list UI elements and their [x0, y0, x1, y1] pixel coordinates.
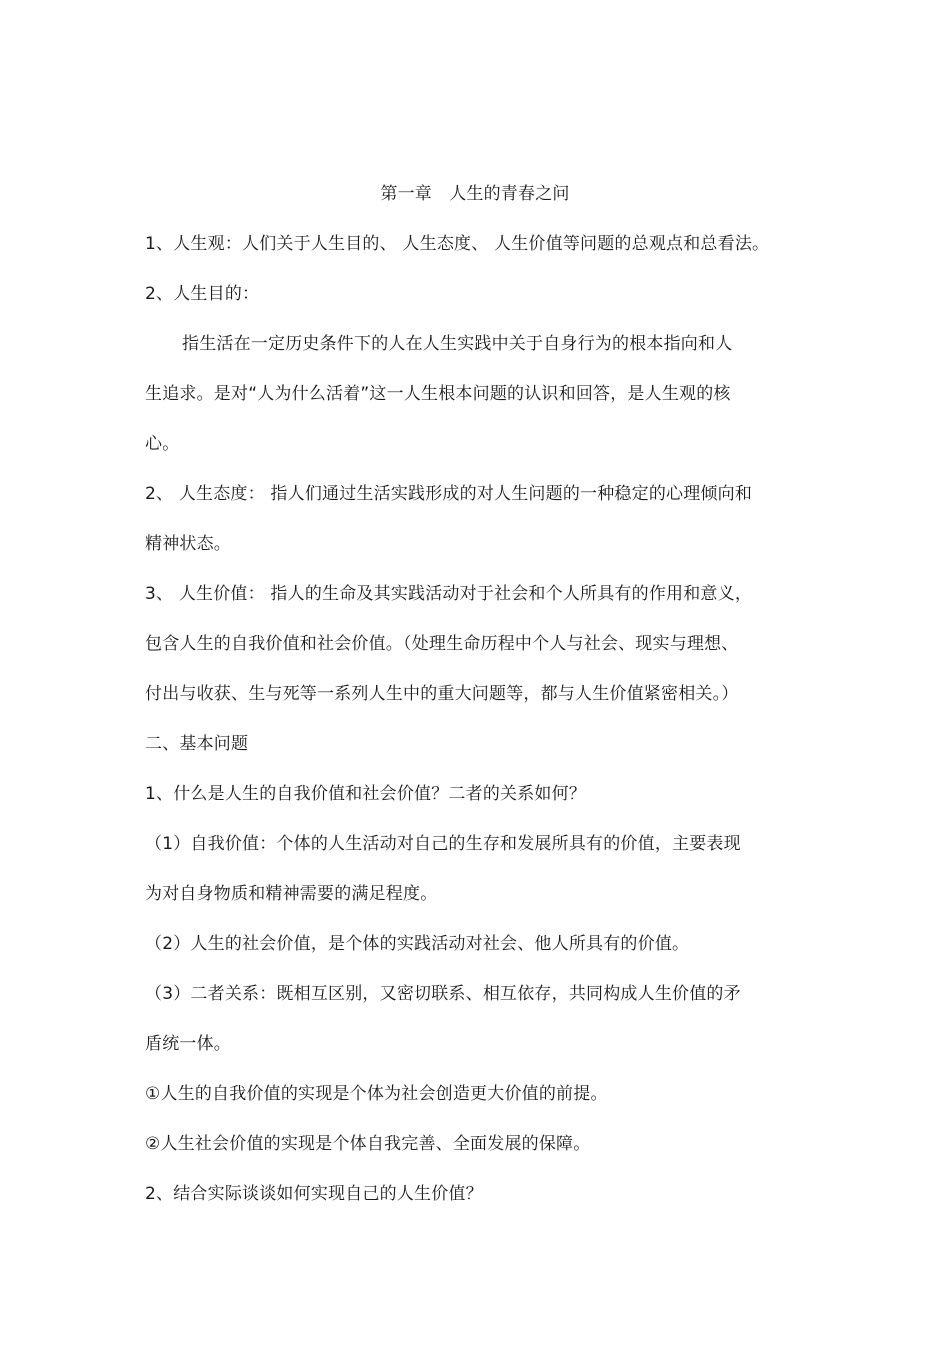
list-item: ①人生的自我价值的实现是个体为社会创造更大价值的前提。: [145, 1084, 608, 1104]
section-heading: 二、基本问题: [145, 734, 249, 754]
paragraph-line: 3、 人生价值： 指人的生命及其实践活动对于社会和个人所具有的作用和意义，: [145, 584, 753, 604]
paragraph-line: 盾统一体。: [145, 1034, 231, 1054]
paragraph-line: 心。: [145, 434, 180, 454]
question-line: 1、什么是人生的自我价值和社会价值？二者的关系如何？: [145, 784, 587, 804]
paragraph-line: 为对自身物质和精神需要的满足程度。: [145, 884, 438, 904]
paragraph-line: 付出与收获、生与死等一系列人生中的重大问题等，都与人生价值紧密相关。）: [145, 684, 739, 704]
chapter-title: 第一章 人生的青春之问: [380, 184, 570, 204]
paragraph-line: 1、人生观：人们关于人生目的、 人生态度、 人生价值等问题的总观点和总看法。: [145, 234, 770, 254]
paragraph-line: （1）自我价值：个体的人生活动对自己的生存和发展所具有的价值，主要表现: [145, 834, 741, 854]
list-item: ②人生社会价值的实现是个体自我完善、全面发展的保障。: [145, 1134, 591, 1154]
paragraph-line: 2、 人生态度： 指人们通过生活实践形成的对人生问题的一种稳定的心理倾向和: [145, 484, 753, 504]
paragraph-line: 精神状态。: [145, 534, 231, 554]
paragraph-line: 指生活在一定历史条件下的人在人生实践中关于自身行为的根本指向和人: [182, 334, 733, 354]
paragraph-line: 2、人生目的：: [145, 284, 260, 304]
paragraph-line: （3）二者关系：既相互区别，又密切联系、相互依存，共同构成人生价值的矛: [145, 984, 741, 1004]
paragraph-line: 生追求。是对“人为什么活着”这一人生根本问题的认识和回答，是人生观的核: [145, 384, 731, 404]
paragraph-line: 包含人生的自我价值和社会价值。（处理生命历程中个人与社会、现实与理想、: [145, 634, 739, 654]
paragraph-line: （2）人生的社会价值，是个体的实践活动对社会、他人所具有的价值。: [145, 934, 690, 954]
question-line: 2、结合实际谈谈如何实现自己的人生价值？: [145, 1184, 483, 1204]
